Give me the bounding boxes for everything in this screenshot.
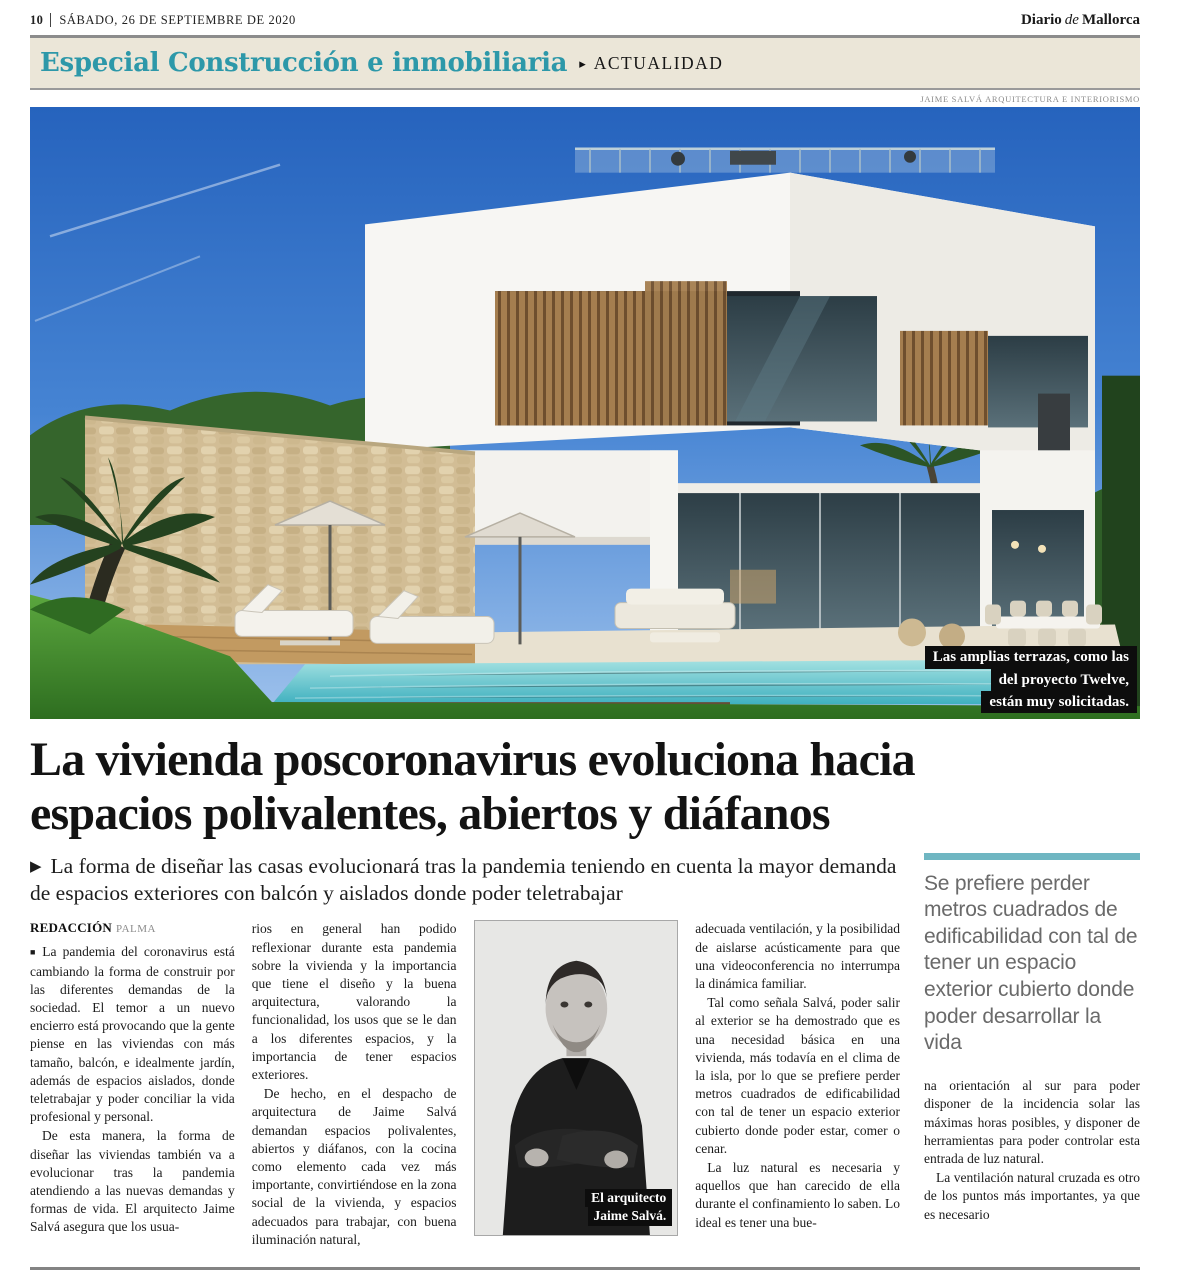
page-header: [30, 12, 1140, 32]
body-paragraph: De hecho, en el despacho de arquitectura de Jaime Salvá demandan espacios polivalentes, abiertos y diáfanos, con la cocina como elemento cada vez más importante, convirtiéndose en la zona social de la vivienda, y espacios adecuados para trabajar, con buena iluminación natural,: [251, 1086, 457, 1247]
folio: [30, 13, 296, 28]
architect-photo: [474, 920, 679, 1236]
caption-line: del proyecto Twelve,: [991, 669, 1137, 691]
right-triangle-icon: ▶: [30, 858, 42, 875]
body-paragraph: [30, 943, 235, 1126]
section-band: [30, 38, 1140, 90]
caption-line: Jaime Salvá.: [588, 1207, 673, 1226]
body-paragraph: La luz natural es necesaria y aquellos que han carecido de ella durante el confinamiento lo saben. Lo ideal es tener una bue-: [695, 1160, 900, 1230]
bottom-rule: [30, 1267, 1140, 1270]
column-4: [695, 920, 900, 1258]
caption-line: Las amplias terrazas, como las: [925, 646, 1137, 668]
masthead-word-3: Mallorca: [1081, 12, 1140, 28]
byline-place: PALMA: [115, 923, 156, 936]
villa-illustration: [30, 107, 1140, 719]
section-title: Especial Construcción e inmobiliaria: [40, 48, 568, 78]
body-paragraph: Tal como señala Salvá, poder salir al exterior se ha demostrado que es una necesidad básica en una vivienda, más todavía en el clima de la isla, por lo que se prefiere perder metros cuadrados de edificabilidad con tal de tener un espacio exterior cubierto donde poder estar, comer o cenar.: [695, 995, 900, 1156]
page-number: 10: [30, 13, 44, 27]
pull-quote-rail: [924, 853, 1140, 1259]
edition-date: SÁBADO, 26 DE SEPTIEMBRE DE 2020: [50, 13, 296, 27]
caption-line: están muy solicitadas.: [981, 691, 1137, 713]
body-paragraph: adecuada ventilación, y la posibilidad de aislarse acústicamente para que una videoconferencia no interrumpa la dinámica familiar.: [695, 921, 900, 991]
caption-line: El arquitecto: [585, 1189, 672, 1208]
house-upper-volume: [365, 173, 1095, 460]
chimney: [1038, 394, 1070, 460]
article-headline: [30, 733, 1140, 841]
body-paragraph: La ventilación natural cruzada es otro de los puntos más importantes, ya que es necesario: [924, 1170, 1140, 1222]
pull-quote-bar: [924, 853, 1140, 860]
byline: [30, 920, 235, 936]
standfirst: [30, 853, 900, 909]
column-2: [252, 920, 457, 1258]
masthead-word-1: Diario: [1020, 12, 1062, 28]
article-body: [30, 920, 900, 1258]
byline-author: REDACCIÓN: [30, 920, 112, 936]
masthead-word-2: de: [1064, 12, 1079, 28]
headline-line-2: espacios polivalentes, abiertos y diáfanos: [30, 786, 830, 840]
pull-quote: Se prefiere perder metros cuadrados de edificabilidad con tal de tener un espacio exterior cubierto donde poder desarrollar la vida: [924, 871, 1138, 1055]
square-bullet-icon: ■: [30, 947, 39, 958]
column-5: [924, 1077, 1140, 1224]
standfirst-text: La forma de diseñar las casas evolucionará tras la pandemia teniendo en cuenta la mayor demanda de espacios exteriores con balcón y aislados donde poder teletrabajar: [30, 853, 897, 906]
right-triangle-icon: ▸: [579, 56, 586, 71]
body-paragraph: De esta manera, la forma de diseñar las viviendas también va a evolucionar tras la pandemia atendiendo a las nuevas demandas y formas de vida. El arquitecto Jaime Salvá asegura que los usua-: [30, 1128, 235, 1235]
column-1: [30, 920, 235, 1258]
photo-caption: [925, 646, 1137, 713]
section-category: ACTUALIDAD: [593, 52, 724, 73]
inset-caption: [585, 1189, 672, 1227]
column-3: [474, 920, 679, 1258]
paragraph-text: La pandemia del coronavirus está cambiando la forma de construir por las diferentes demandas de la sociedad. El temor a un nuevo encierro está provocando que la gente piense en las viviendas con más tamaño, balcón, e idealmente jardín, además de espacios aislados, donde teletrabajar y poder conciliar la vida profesional y personal.: [30, 944, 235, 1125]
roof-terrace: [575, 149, 995, 173]
villa-photo: [30, 107, 1140, 719]
masthead: [1021, 12, 1140, 29]
body-paragraph: na orientación al sur para poder disponer de la incidencia solar las máximas horas posibles, y disponer de herramientas para poder controlar esta entrada de luz natural.: [924, 1078, 1140, 1166]
headline-line-1: La vivienda poscoronavirus evoluciona hacia: [30, 733, 915, 786]
photo-credit: JAIME SALVÁ ARQUITECTURA E INTERIORISMO: [920, 94, 1140, 104]
body-paragraph: rios en general han podido reflexionar durante esta pandemia sobre la vivienda y la importancia que tiene el diseño y la buena arquitectura, valorando la funcionalidad, los usos que se le dan a los diferentes espacios, y la importancia de tener espacios exteriores.: [251, 921, 457, 1082]
